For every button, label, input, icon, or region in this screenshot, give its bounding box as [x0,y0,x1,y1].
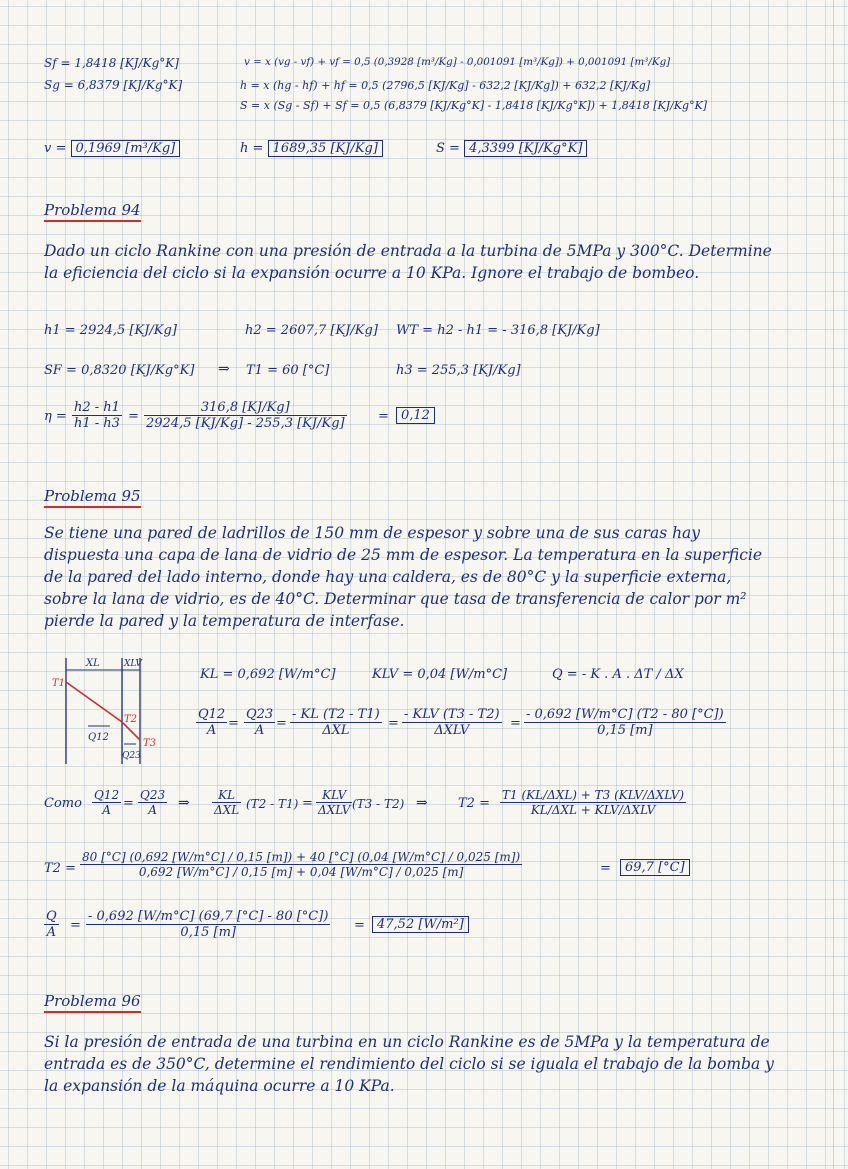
t2-result: 69,7 [°C] [620,859,690,876]
equals-sign: = [70,918,81,933]
efficiency-lhs: η = [44,409,67,424]
h3-value: h3 = 255,3 [KJ/Kg] [396,363,521,378]
h1-value: h1 = 2924,5 [KJ/Kg] [44,323,177,338]
h-equation: h = x (hg - hf) + hf = 0,5 (2796,5 [KJ/Kg] - 632,2 [KJ/Kg]) + 632,2 [KJ/Kg] [240,79,651,92]
page-edge [833,0,834,1169]
implies-arrow: ⇒ [218,361,230,377]
v-result-row [44,140,180,157]
equals-sign: = [510,716,521,731]
problem-96-statement: Si la presión de entrada de una turbina en un ciclo Rankine es de 5MPa y la temperatura de entrada es de 350°C, determine el rendimiento del ciclo si se iguala el trabajo de la bomba y la expansión de la máquina ocurre a 10 KPa. [44,1033,774,1095]
efficiency-result: 0,12 [396,407,435,424]
balance-q23-fraction: $\frac{Q23}{A}$ [246,707,274,738]
efficiency-numerator: h2 - h1 [74,400,120,415]
balance-klv-fraction: - KLV (T3 - T2) ΔXLV [404,707,500,738]
como-q23-fraction: $\frac{Q23}{A}$ [140,788,166,817]
h-result: 1689,35 [KJ/Kg] [268,140,383,157]
balance-kl-fraction: - KL (T2 - T1) ΔXL [292,707,380,738]
xl-label: XL [86,658,100,669]
xlv-label: XLV [124,659,142,669]
h2-value: h2 = 2607,7 [KJ/Kg] [245,323,378,338]
t1-value: T1 = 60 [°C] [246,363,330,378]
equals-sign: = [228,716,239,731]
sf-value: Sf = 1,8418 [KJ/Kg°K] [44,56,179,70]
t3-label: T3 [143,738,157,749]
klv-value: KLV = 0,04 [W/m°C] [372,667,508,682]
como-kl-fraction: KL ΔXL [214,788,240,817]
como-klv-fraction: KLV ΔXLV [318,788,351,817]
kl-value: KL = 0,692 [W/m°C] [200,667,336,682]
problem-94-title: Problema 94 [44,201,141,222]
implies-arrow: ⇒ [416,795,428,811]
equals-sign: = [388,716,399,731]
conduction-formula: Q = - K . A . ΔT / ΔX [552,667,684,682]
equals-sign: = [276,716,287,731]
equals-sign: = [128,409,139,424]
equals-sign: = [378,409,389,424]
equals-sign: = [123,796,134,811]
wt-value: WT = h2 - h1 = - 316,8 [KJ/Kg] [396,323,600,338]
problem-95-statement: Se tiene una pared de ladrillos de 150 mm de espesor y sobre una de sus caras hay dispuesta una capa de lana de vidrio de 25 mm de espesor. La temperatura en la superficie de la pared del lado interno, donde hay una caldera, es de 80°C y la superficie externa, sobre la lana de vidrio, es de 40°C. Determinar que tasa de transferencia de calor por m² pierde la pared y la temperatura de interfase. [44,524,763,630]
equals-sign: = [600,861,611,876]
sg-value: Sg = 6,8379 [KJ/Kg°K] [44,78,183,92]
t2-lhs: T2 = [458,796,490,811]
v-label: v = [44,141,67,156]
problem-96-title: Problema 96 [44,992,141,1013]
balance-q12-fraction: $\frac{Q12}{A}$ [198,707,226,738]
como-q12-fraction: $\frac{Q12}{A}$ [94,788,120,817]
sf-94-value: SF = 0,8320 [KJ/Kg°K] [44,363,195,378]
t2-label: T2 [124,714,138,725]
h-label: h = [240,141,264,156]
v-result: 0,1969 [m³/Kg] [71,140,181,157]
como-word: Como [44,796,82,811]
efficiency-denominator: h1 - h3 [74,416,120,431]
temp-diff-a: (T2 - T1) [246,797,299,811]
s-label: S = [436,141,460,156]
problem-95-title: Problema 95 [44,487,141,508]
heat-flux-result: 47,52 [W/m²] [372,916,469,933]
heat-flux-numeric-fraction: $\frac{- 0,692 [W/m^\circ C] (69,7 [^\circ C] - 80 [^\circ C])}{0,15 [m]}$ [88,909,329,940]
s-result-row [436,140,587,157]
t2-symbolic-fraction: T1 (KL/ΔXL) + T3 (KLV/ΔXLV) KL/ΔXL + KLV/ΔXLV [502,788,685,817]
efficiency-numeric-fraction [144,400,347,431]
problem-94-statement: Dado un ciclo Rankine con una presión de entrada a la turbina de 5MPa y 300°C. Determine la eficiencia del ciclo si la expansión ocurre a 10 KPa. Ignore el trabajo de bombeo. [44,242,772,282]
efficiency-numeric-numerator: 316,8 [KJ/Kg] [144,400,347,416]
heat-flux-lhs-fraction: $\frac{Q}{A}$ [46,909,57,940]
q12-label: Q12 [88,732,109,743]
implies-arrow: ⇒ [178,795,190,811]
s-equation: S = x (Sg - Sf) + Sf = 0,5 (6,8379 [KJ/Kg°K] - 1,8418 [KJ/Kg°K]) + 1,8418 [KJ/Kg°K] [240,99,708,112]
t1-label: T1 [52,678,66,689]
q23-label: Q23 [122,751,141,761]
efficiency-symbolic-fraction [72,400,122,431]
t2-calc-lhs: T2 = [44,861,76,876]
s-result: 4,3399 [KJ/Kg°K] [464,140,587,157]
h-result-row [240,140,383,157]
v-equation: v = x (vg - vf) + vf = 0,5 (0,3928 [m³/Kg] - 0,001091 [m³/Kg]) + 0,001091 [m³/Kg] [244,56,671,68]
t2-numeric-fraction: 80 [°C] (0,692 [W/m°C] / 0,15 [m]) + 40 [°C] (0,04 [W/m°C] / 0,025 [m]) 0,692 [W/m°C] / 0,15 [m] + 0,04 [W/m°C] / 0,025 [m] [82,850,521,879]
temp-diff-b: (T3 - T2) [352,797,405,811]
balance-numeric-fraction: $\frac{- 0,692 [W/m^\circ C] (T2 - 80 [^\circ C])}{0,15 [m]}$ [526,707,724,738]
efficiency-numeric-denominator: 2924,5 [KJ/Kg] - 255,3 [KJ/Kg] [146,416,345,431]
wall-diagram [30,656,180,766]
equals-sign: = [302,796,313,811]
equals-sign: = [354,918,365,933]
